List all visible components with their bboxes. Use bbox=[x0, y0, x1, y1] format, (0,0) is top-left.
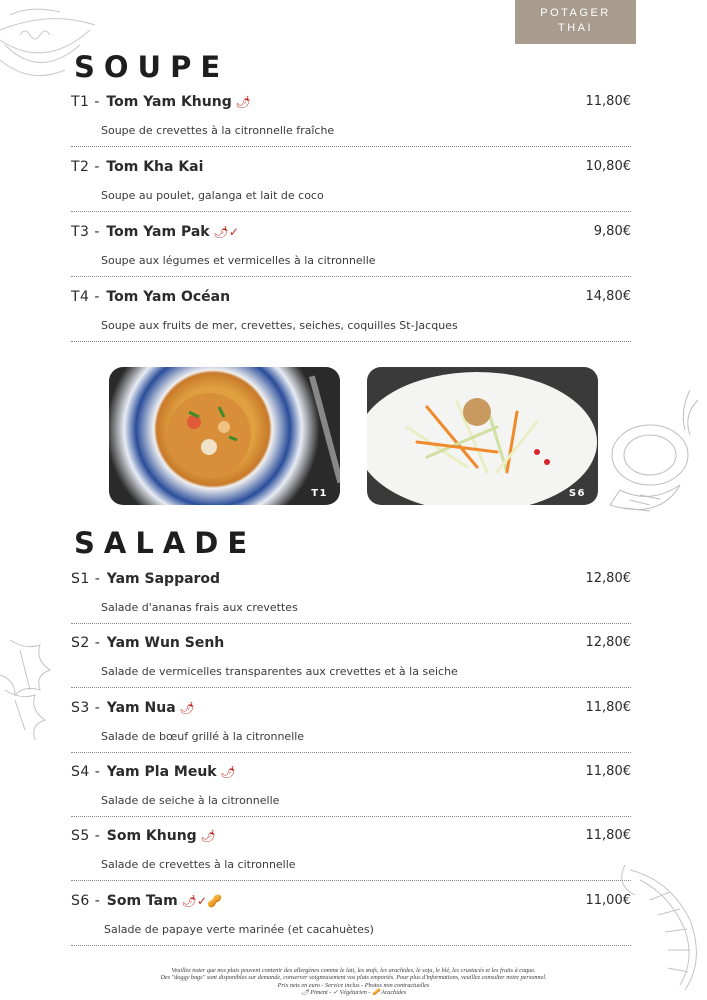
menu-item bbox=[71, 159, 631, 219]
item-description: Soupe aux fruits de mer, crevettes, seiches, coquilles St-Jacques bbox=[101, 319, 458, 332]
dotted-divider bbox=[71, 945, 631, 946]
dotted-divider bbox=[71, 880, 631, 881]
footer-line-2: Des "doggy bags" sont disponibles sur demande, conserver soigneusement vos plats emportés. Pour plus d'informations, veuillez consulter notre personnel. bbox=[160, 974, 547, 982]
chili-vegetarian-icon: 🌶✓ bbox=[213, 225, 239, 239]
soup-photo bbox=[109, 367, 340, 505]
item-description: Soupe aux légumes et vermicelles à la citronnelle bbox=[101, 254, 376, 267]
item-price: 11,80€ bbox=[585, 828, 631, 843]
section-title-soupe: SOUPE bbox=[74, 50, 230, 84]
menu-item bbox=[71, 700, 631, 760]
item-price: 11,80€ bbox=[585, 700, 631, 715]
salad-image bbox=[367, 367, 598, 505]
item-code: S2 - bbox=[71, 635, 101, 651]
dotted-divider bbox=[71, 752, 631, 753]
photo-tag: T1 bbox=[311, 488, 328, 499]
item-price: 10,80€ bbox=[585, 159, 631, 174]
dotted-divider bbox=[71, 341, 631, 342]
pineapple-illustration bbox=[580, 380, 707, 530]
menu-item bbox=[71, 224, 631, 284]
item-description: Salade de seiche à la citronnelle bbox=[101, 794, 280, 807]
item-name: Yam Wun Senh bbox=[106, 635, 225, 651]
dotted-divider bbox=[71, 816, 631, 817]
item-price: 12,80€ bbox=[585, 571, 631, 586]
dotted-divider bbox=[71, 146, 631, 147]
item-name: Tom Yam Océan bbox=[106, 289, 231, 305]
menu-item bbox=[71, 635, 631, 695]
brand-badge bbox=[515, 0, 636, 44]
chili-icon: 🌶 bbox=[220, 765, 236, 779]
chili-icon: 🌶 bbox=[235, 95, 251, 109]
menu-item bbox=[71, 893, 631, 953]
item-description: Soupe de crevettes à la citronnelle fraîche bbox=[101, 124, 335, 137]
chili-icon: 🌶 bbox=[179, 701, 195, 715]
item-code: T3 - bbox=[71, 224, 100, 240]
photo-tag: S6 bbox=[568, 488, 586, 499]
item-name: Yam Sapparod bbox=[106, 571, 221, 587]
item-code: S4 - bbox=[71, 764, 101, 780]
footer-line-4: 🌶 Piment - ✓ Végétarien - 🥜 Arachides bbox=[300, 989, 407, 997]
item-name: Yam Nua bbox=[106, 700, 176, 716]
item-name: Tom Yam Khung bbox=[106, 94, 232, 110]
chili-icon: 🌶 bbox=[200, 829, 216, 843]
item-code: T1 - bbox=[71, 94, 100, 110]
menu-item bbox=[71, 828, 631, 888]
dotted-divider bbox=[71, 623, 631, 624]
item-code: S3 - bbox=[71, 700, 101, 716]
soup-image bbox=[109, 367, 340, 505]
menu-item bbox=[71, 764, 631, 824]
section-title-salade: SALADE bbox=[74, 526, 257, 560]
footer-line-3: Prix nets en euro - Service inclus - Photos non contractuelles bbox=[277, 981, 430, 989]
dotted-divider bbox=[71, 687, 631, 688]
item-code: S5 - bbox=[71, 828, 101, 844]
footer-line-1: Veuillez noter que nos plats peuvent contenir des allergènes comme le lait, les œufs, les arachides, le soja, le blé, les crustacés et les fruits à coque. bbox=[171, 967, 536, 974]
item-price: 11,80€ bbox=[585, 764, 631, 779]
salad-photo bbox=[367, 367, 598, 505]
item-name: Tom Kha Kai bbox=[106, 159, 204, 175]
item-description: Salade d'ananas frais aux crevettes bbox=[101, 601, 298, 614]
item-code: S1 - bbox=[71, 571, 101, 587]
item-name: Som Tam bbox=[106, 893, 178, 909]
menu-item bbox=[71, 571, 631, 631]
item-price: 12,80€ bbox=[585, 635, 631, 650]
menu-item bbox=[71, 94, 631, 154]
item-name: Yam Pla Meuk bbox=[106, 764, 217, 780]
item-name: Tom Yam Pak bbox=[106, 224, 210, 240]
item-description: Salade de vermicelles transparentes aux crevettes et à la seiche bbox=[101, 665, 458, 678]
item-description: Salade de crevettes à la citronnelle bbox=[101, 858, 296, 871]
item-code: S6 - bbox=[71, 893, 101, 909]
item-price: 11,80€ bbox=[585, 94, 631, 109]
brand-line-2: THAI bbox=[557, 22, 594, 34]
dotted-divider bbox=[71, 276, 631, 277]
herb-illustration bbox=[0, 630, 65, 740]
chili-vegetarian-peanut-icon: 🌶✓🥜 bbox=[181, 894, 222, 908]
item-name: Som Khung bbox=[106, 828, 197, 844]
item-description: Soupe au poulet, galanga et lait de coco bbox=[101, 189, 324, 202]
item-description: Salade de bœuf grillé à la citronnelle bbox=[101, 730, 305, 743]
dotted-divider bbox=[71, 211, 631, 212]
allergen-notice bbox=[60, 967, 647, 997]
item-description: Salade de papaye verte marinée (et cacahuètes) bbox=[104, 923, 374, 936]
menu-item bbox=[71, 289, 631, 349]
item-code: T2 - bbox=[71, 159, 100, 175]
item-code: T4 - bbox=[71, 289, 100, 305]
item-price: 9,80€ bbox=[593, 224, 631, 239]
item-price: 14,80€ bbox=[585, 289, 631, 304]
item-price: 11,00€ bbox=[585, 893, 631, 908]
brand-line-1: POTAGER bbox=[540, 7, 611, 19]
